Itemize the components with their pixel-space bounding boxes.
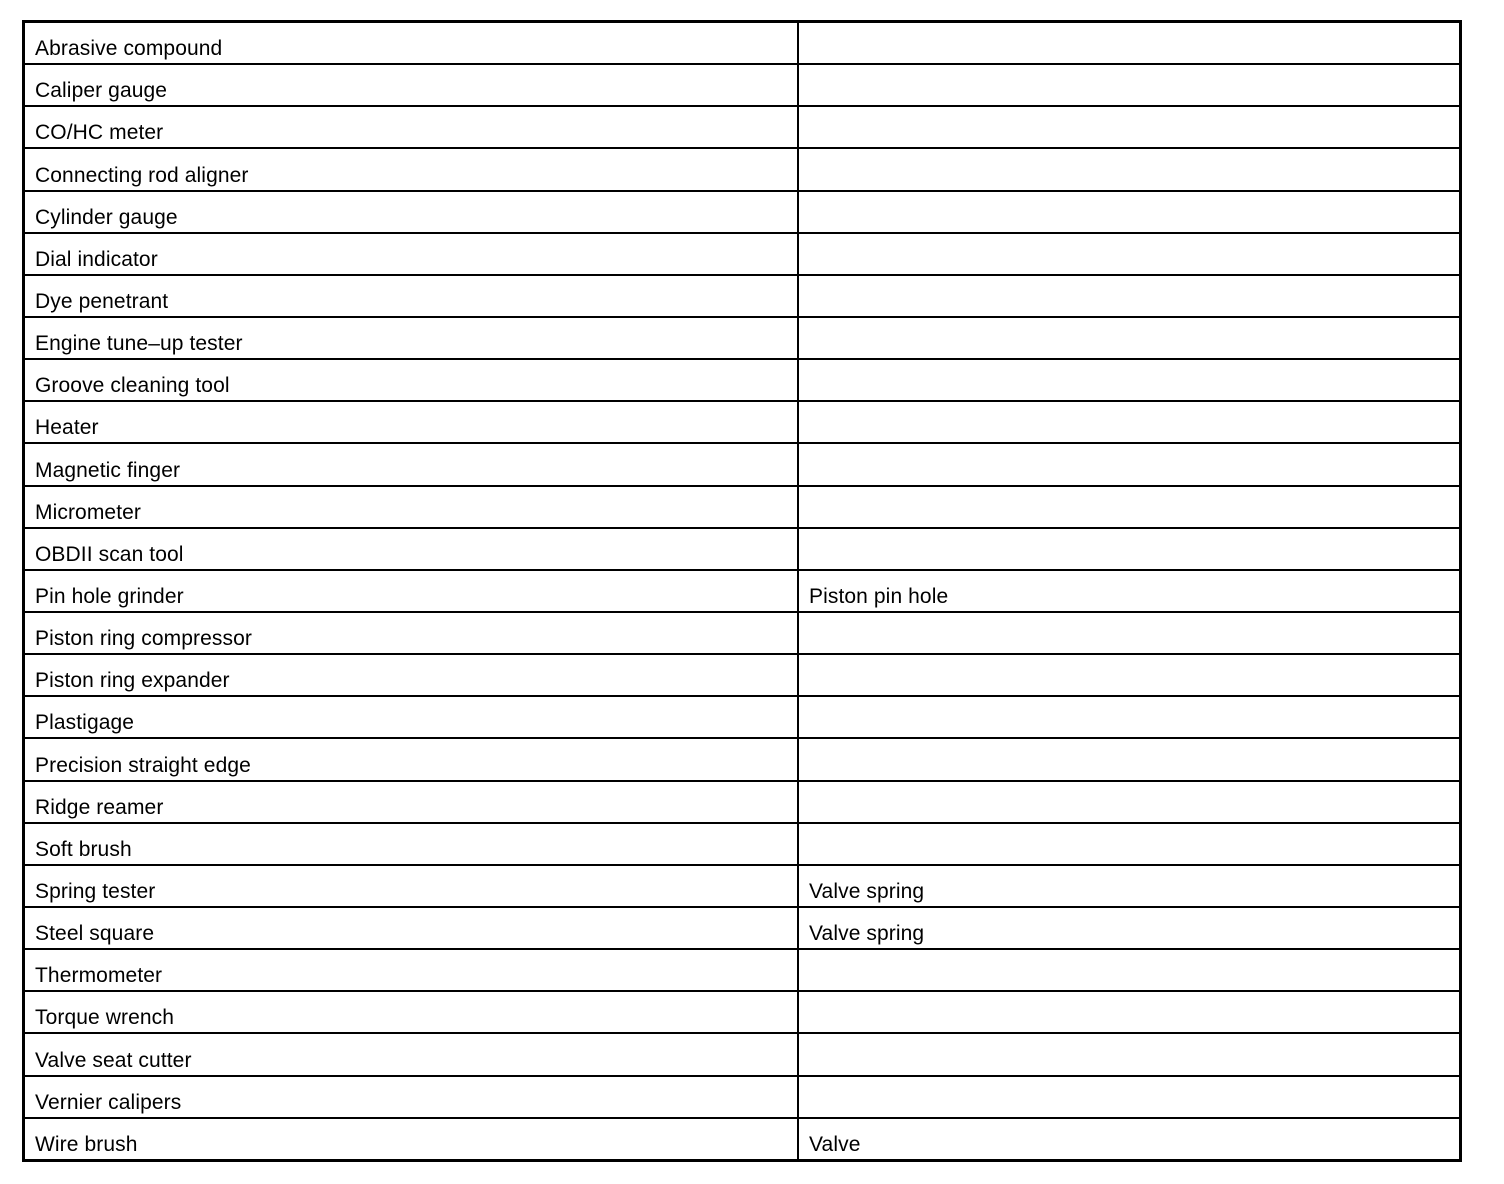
table-row <box>24 1076 1461 1118</box>
worksheet <box>22 20 1458 1162</box>
tool-cell <box>24 233 799 275</box>
tool-name: CO/HC meter <box>35 121 164 145</box>
table-row <box>24 781 1461 823</box>
tool-cell <box>24 191 799 233</box>
table-row <box>24 191 1461 233</box>
table-row <box>24 949 1461 991</box>
tool-name: Soft brush <box>35 837 132 861</box>
table-row <box>24 823 1461 865</box>
tool-name: Vernier calipers <box>35 1090 182 1114</box>
table-row <box>24 486 1461 528</box>
tool-cell <box>24 865 799 907</box>
tool-cell <box>24 106 799 148</box>
tool-cell <box>24 64 799 106</box>
use-text: Piston pin hole <box>809 584 949 608</box>
table-row <box>24 401 1461 443</box>
tool-name: Heater <box>35 416 99 440</box>
tool-name: Piston ring expander <box>35 669 230 693</box>
table-row <box>24 443 1461 485</box>
use-cell <box>798 317 1461 359</box>
use-cell <box>798 738 1461 780</box>
tool-name: Groove cleaning tool <box>35 374 230 398</box>
tool-name: OBDII scan tool <box>35 542 184 566</box>
tool-name: Thermometer <box>35 964 163 988</box>
table-row <box>24 738 1461 780</box>
tool-name: Spring tester <box>35 879 156 903</box>
table-row <box>24 317 1461 359</box>
table-row <box>24 528 1461 570</box>
use-cell <box>798 696 1461 738</box>
table-body <box>24 22 1461 1161</box>
use-cell <box>798 359 1461 401</box>
tool-name: Dial indicator <box>35 247 158 271</box>
use-cell <box>798 781 1461 823</box>
use-cell <box>798 991 1461 1033</box>
tool-cell <box>24 949 799 991</box>
tool-cell <box>24 823 799 865</box>
use-cell <box>798 64 1461 106</box>
use-cell <box>798 949 1461 991</box>
use-cell <box>798 486 1461 528</box>
use-cell <box>798 1033 1461 1075</box>
tool-name: Wire brush <box>35 1133 138 1156</box>
use-text: Valve spring <box>809 879 925 903</box>
use-cell <box>798 443 1461 485</box>
tool-cell <box>24 907 799 949</box>
table-row <box>24 696 1461 738</box>
tool-name: Steel square <box>35 922 155 946</box>
use-cell <box>798 401 1461 443</box>
tool-cell <box>24 22 799 65</box>
use-cell <box>798 233 1461 275</box>
tool-name: Ridge reamer <box>35 795 164 819</box>
tool-cell <box>24 1033 799 1075</box>
use-cell <box>798 907 1461 949</box>
tool-cell <box>24 1076 799 1118</box>
use-cell <box>798 22 1461 65</box>
use-text: Valve spring <box>809 922 925 946</box>
table-row <box>24 654 1461 696</box>
use-cell <box>798 106 1461 148</box>
table-row <box>24 233 1461 275</box>
tool-name: Abrasive compound <box>35 37 223 61</box>
table-row <box>24 64 1461 106</box>
table-row <box>24 612 1461 654</box>
tool-cell <box>24 781 799 823</box>
use-cell <box>798 1118 1461 1161</box>
tool-name: Plastigage <box>35 711 135 735</box>
use-cell <box>798 823 1461 865</box>
table-row <box>24 865 1461 907</box>
table-row <box>24 22 1461 65</box>
tool-cell <box>24 1118 799 1161</box>
table-row <box>24 1033 1461 1075</box>
tool-cell <box>24 401 799 443</box>
tool-name: Engine tune–up tester <box>35 332 243 356</box>
tool-name: Connecting rod aligner <box>35 163 249 187</box>
use-cell <box>798 275 1461 317</box>
tool-cell <box>24 570 799 612</box>
table-row <box>24 570 1461 612</box>
table-row <box>24 148 1461 190</box>
tool-name: Dye penetrant <box>35 289 169 313</box>
tool-cell <box>24 654 799 696</box>
table-row <box>24 907 1461 949</box>
tool-cell <box>24 359 799 401</box>
table-row <box>24 106 1461 148</box>
tool-cell <box>24 528 799 570</box>
use-cell <box>798 191 1461 233</box>
use-cell <box>798 612 1461 654</box>
use-cell <box>798 148 1461 190</box>
tool-cell <box>24 612 799 654</box>
use-cell <box>798 865 1461 907</box>
tool-name: Torque wrench <box>35 1006 175 1030</box>
table-row <box>24 1118 1461 1161</box>
tool-cell <box>24 738 799 780</box>
tool-name: Precision straight edge <box>35 753 251 777</box>
tool-cell <box>24 486 799 528</box>
tool-cell <box>24 443 799 485</box>
tool-name: Magnetic finger <box>35 458 181 482</box>
tool-cell <box>24 991 799 1033</box>
tool-cell <box>24 696 799 738</box>
tool-name: Valve seat cutter <box>35 1048 192 1072</box>
tool-name: Cylinder gauge <box>35 205 178 229</box>
tool-cell <box>24 275 799 317</box>
tools-table <box>22 20 1462 1162</box>
tool-cell <box>24 148 799 190</box>
use-text: Valve <box>809 1133 861 1156</box>
tool-name: Pin hole grinder <box>35 584 184 608</box>
table-row <box>24 275 1461 317</box>
tool-cell <box>24 317 799 359</box>
use-cell <box>798 654 1461 696</box>
use-cell <box>798 528 1461 570</box>
tool-name: Caliper gauge <box>35 79 168 103</box>
table-row <box>24 991 1461 1033</box>
use-cell <box>798 570 1461 612</box>
tool-name: Micrometer <box>35 500 142 524</box>
use-cell <box>798 1076 1461 1118</box>
table-row <box>24 359 1461 401</box>
tool-name: Piston ring compressor <box>35 627 252 651</box>
